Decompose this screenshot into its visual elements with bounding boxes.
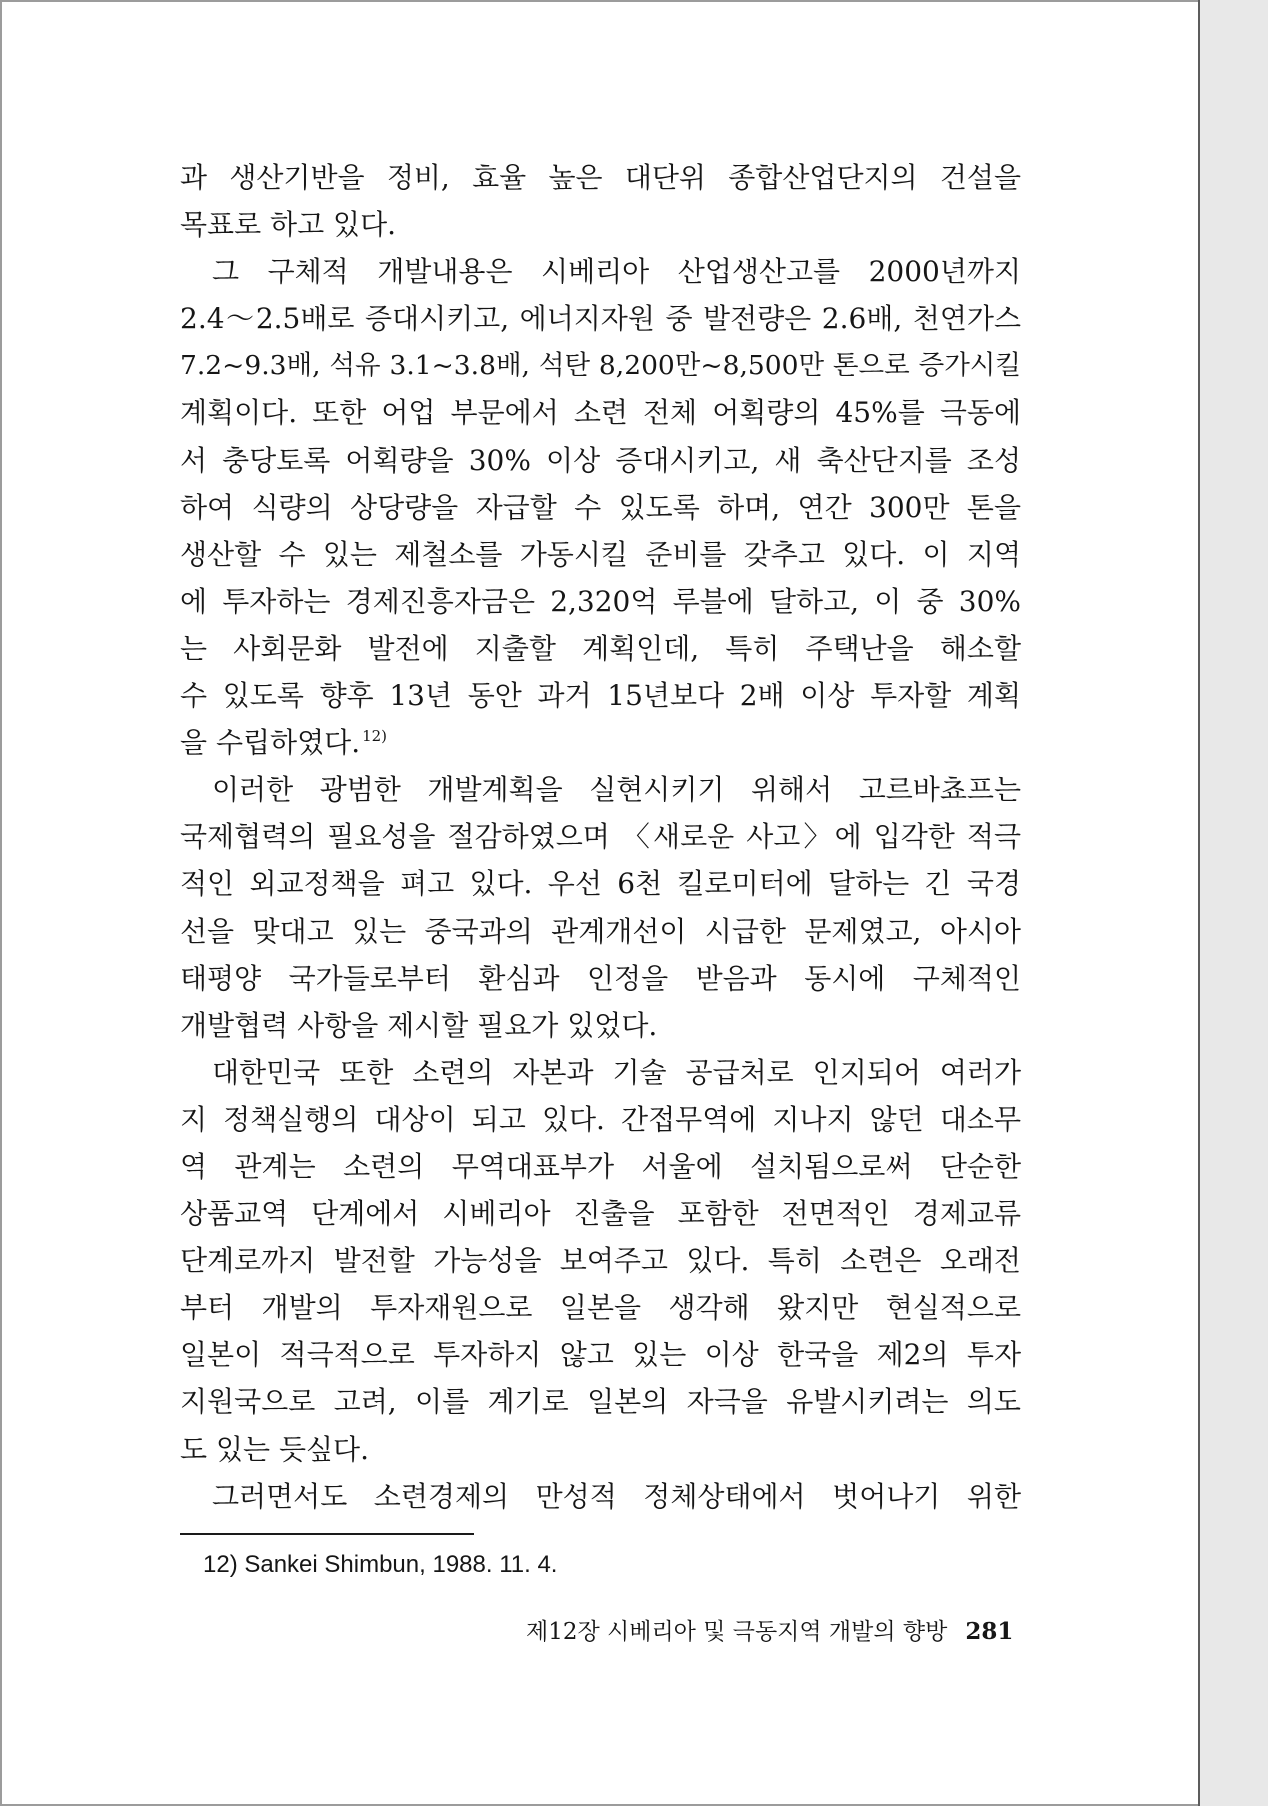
- text-line: 선을 맞대고 있는 중국과의 관계개선이 시급한 문제였고, 아시아: [180, 914, 1021, 948]
- footnote-reference[interactable]: 12): [362, 727, 388, 746]
- text-line: 부터 개발의 투자재원으로 일본을 생각해 왔지만 현실적으로: [180, 1291, 1021, 1325]
- text-line: 지원국으로 고려, 이를 계기로 일본의 자극을 유발시키려는 의도: [180, 1385, 1021, 1419]
- text-line: 과 생산기반을 정비, 효율 높은 대단위 종합산업단지의 건설을: [180, 161, 1021, 194]
- body-text: [180, 154, 1021, 1520]
- text-line: 수 있도록 향후 13년 동안 과거 15년보다 2배 이상 투자할 계획: [180, 679, 1021, 713]
- text-line: 그 구체적 개발내용은 시베리아 산업생산고를 2000년까지: [212, 255, 1021, 289]
- text-line: 대한민국 또한 소련의 자본과 기술 공급처로 인지되어 여러가: [212, 1055, 1021, 1089]
- text-line-content: 을 수립하였다.: [180, 726, 361, 760]
- text-line: 7.2~9.3배, 석유 3.1~3.8배, 석탄 8,200만~8,500만 톤으로 증가시킬: [180, 350, 1021, 382]
- viewer-margin: [1198, 0, 1268, 1806]
- text-line: 이러한 광범한 개발계획을 실현시키기 위해서 고르바쵸프는: [212, 773, 1021, 807]
- text-line: 태평양 국가들로부터 환심과 인정을 받음과 동시에 구체적인: [180, 961, 1021, 995]
- text-line: 계획이다. 또한 어업 부문에서 소련 전체 어획량의 45%를 극동에: [180, 396, 1021, 430]
- text-line: 에 투자하는 경제진흥자금은 2,320억 루블에 달하고, 이 중 30%: [180, 584, 1021, 618]
- text-line: 일본이 적극적으로 투자하지 않고 있는 이상 한국을 제2의 투자: [180, 1338, 1021, 1372]
- text-line: 도 있는 듯싶다.: [180, 1432, 369, 1466]
- chapter-title: 제12장 시베리아 및 극동지역 개발의 향방: [526, 1619, 948, 1645]
- text-line: 서 충당토록 어획량을 30% 이상 증대시키고, 새 축산단지를 조성: [180, 443, 1021, 477]
- page-number: 281: [965, 1618, 1014, 1645]
- text-line: 생산할 수 있는 제철소를 가동시킬 준비를 갖추고 있다. 이 지역: [180, 537, 1021, 571]
- text-line: 개발협력 사항을 제시할 필요가 있었다.: [180, 1008, 658, 1042]
- text-line: 적인 외교정책을 펴고 있다. 우선 6천 킬로미터에 달하는 긴 국경: [180, 867, 1021, 901]
- text-line: 는 사회문화 발전에 지출할 계획인데, 특히 주택난을 해소할: [180, 631, 1021, 665]
- text-line: 목표로 하고 있다.: [180, 208, 397, 242]
- text-line: [180, 719, 1021, 766]
- footnote: 12) Sankei Shimbun, 1988. 11. 4.: [203, 1551, 558, 1578]
- text-line: 역 관계는 소련의 무역대표부가 서울에 설치됨으로써 단순한: [180, 1149, 1021, 1183]
- text-line: 상품교역 단계에서 시베리아 진출을 포함한 전면적인 경제교류: [180, 1197, 1021, 1231]
- text-line: 단계로까지 발전할 가능성을 보여주고 있다. 특히 소련은 오래전: [180, 1244, 1021, 1278]
- footnote-divider: [180, 1533, 474, 1535]
- text-line: 지 정책실행의 대상이 되고 있다. 간접무역에 지나지 않던 대소무: [180, 1102, 1021, 1136]
- text-line: 국제협력의 필요성을 절감하였으며 〈새로운 사고〉에 입각한 적극: [180, 820, 1021, 854]
- text-line: 그러면서도 소련경제의 만성적 정체상태에서 벗어나기 위한: [212, 1479, 1021, 1513]
- running-footer: [526, 1614, 1013, 1650]
- text-line: 2.4～2.5배로 증대시키고, 에너지자원 중 발전량은 2.6배, 천연가스: [180, 302, 1021, 336]
- text-line: 하여 식량의 상당량을 자급할 수 있도록 하며, 연간 300만 톤을: [180, 490, 1021, 524]
